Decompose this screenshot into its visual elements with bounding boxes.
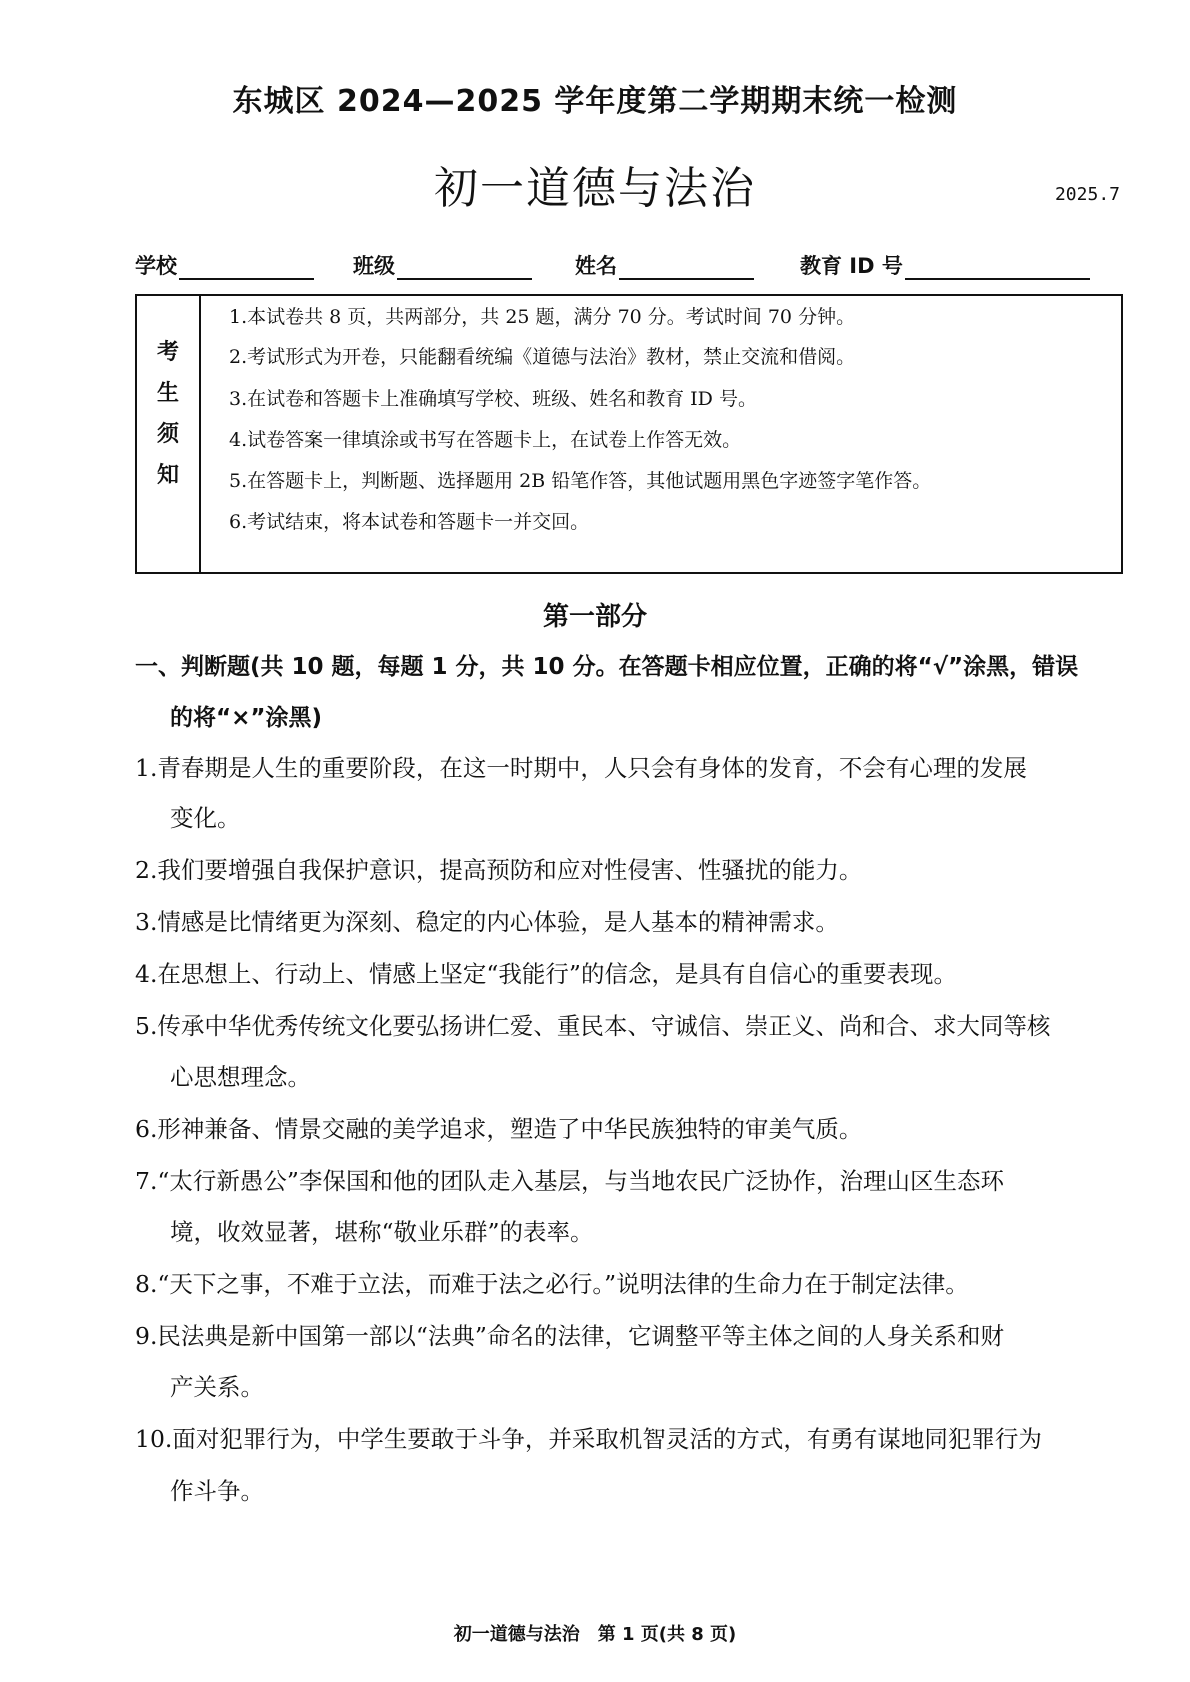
question-5: 5.传承中华优秀传统文化要弘扬讲仁爱、重民本、守诚信、崇正义、尚和合、求大同等核 <box>135 1012 1051 1040</box>
question-3: 3.情感是比情绪更为深刻、稳定的内心体验，是人基本的精神需求。 <box>135 908 839 936</box>
notice-side-char: 须 <box>156 422 179 447</box>
school-label: 学校 <box>135 254 177 278</box>
name-blank[interactable] <box>619 252 754 280</box>
notice-side-char: 生 <box>156 381 179 406</box>
exam-date: 2025.7 <box>1054 184 1120 205</box>
question-7: 7.“太行新愚公”李保国和他的团队走入基层，与当地农民广泛协作，治理山区生态环 <box>135 1167 1004 1195</box>
question-8: 8.“天下之事，不难于立法，而难于法之必行。”说明法律的生命力在于制定法律。 <box>135 1270 969 1298</box>
school-field[interactable] <box>135 250 314 280</box>
question-5-cont: 心思想理念。 <box>170 1063 311 1091</box>
edu-id-blank[interactable] <box>905 252 1090 280</box>
question-2: 2.我们要增强自我保护意识，提高预防和应对性侵害、性骚扰的能力。 <box>135 856 863 884</box>
section-heading-cont: 的将“×”涂黑) <box>170 705 323 731</box>
school-blank[interactable] <box>179 252 314 280</box>
part-title: 第一部分 <box>542 602 647 632</box>
edu-id-field[interactable] <box>800 250 1090 280</box>
name-label: 姓名 <box>575 254 617 278</box>
exam-title: 东城区 2024—2025 学年度第二学期期末统一检测 <box>232 84 958 119</box>
notice-item: 6.考试结束，将本试卷和答题卡一并交回。 <box>229 511 590 533</box>
student-info-row <box>135 250 1125 284</box>
subject-title: 初一道德与法治 <box>434 163 756 214</box>
page-footer: 初一道德与法治 第 1 页(共 8 页) <box>453 1624 737 1645</box>
edu-id-label: 教育 ID 号 <box>800 254 903 278</box>
class-label: 班级 <box>353 254 395 278</box>
notice-item: 4.试卷答案一律填涂或书写在答题卡上，在试卷上作答无效。 <box>229 429 742 451</box>
notice-side-char: 考 <box>156 340 179 365</box>
class-blank[interactable] <box>397 252 532 280</box>
name-field[interactable] <box>575 250 754 280</box>
question-1: 1.青春期是人生的重要阶段，在这一时期中，人只会有身体的发育，不会有心理的发展 <box>135 754 1027 782</box>
notice-item: 3.在试卷和答题卡上准确填写学校、班级、姓名和教育 ID 号。 <box>229 388 757 410</box>
question-10: 10.面对犯罪行为，中学生要敢于斗争，并采取机智灵活的方式，有勇有谋地同犯罪行为 <box>135 1425 1042 1453</box>
notice-item: 2.考试形式为开卷，只能翻看统编《道德与法治》教材，禁止交流和借阅。 <box>229 346 856 368</box>
question-6: 6.形神兼备、情景交融的美学追求，塑造了中华民族独特的审美气质。 <box>135 1115 863 1143</box>
notice-item: 1.本试卷共 8 页，共两部分，共 25 题，满分 70 分。考试时间 70 分钟。 <box>229 306 856 328</box>
notice-side-label <box>137 296 201 572</box>
question-10-cont: 作斗争。 <box>170 1477 264 1505</box>
exam-notice-box <box>135 294 1123 574</box>
question-9: 9.民法典是新中国第一部以“法典”命名的法律，它调整平等主体之间的人身关系和财 <box>135 1322 1004 1350</box>
question-1-cont: 变化。 <box>170 804 241 832</box>
notice-item: 5.在答题卡上，判断题、选择题用 2B 铅笔作答，其他试题用黑色字迹签字笔作答。 <box>229 470 932 492</box>
question-9-cont: 产关系。 <box>170 1373 264 1401</box>
class-field[interactable] <box>353 250 532 280</box>
section-heading: 一、判断题(共 10 题，每题 1 分，共 10 分。在答题卡相应位置，正确的将“√”涂黑，错误 <box>135 654 1079 680</box>
notice-side-char: 知 <box>156 463 179 488</box>
question-7-cont: 境，收效显著，堪称“敬业乐群”的表率。 <box>170 1218 594 1246</box>
question-4: 4.在思想上、行动上、情感上坚定“我能行”的信念，是具有自信心的重要表现。 <box>135 960 957 988</box>
